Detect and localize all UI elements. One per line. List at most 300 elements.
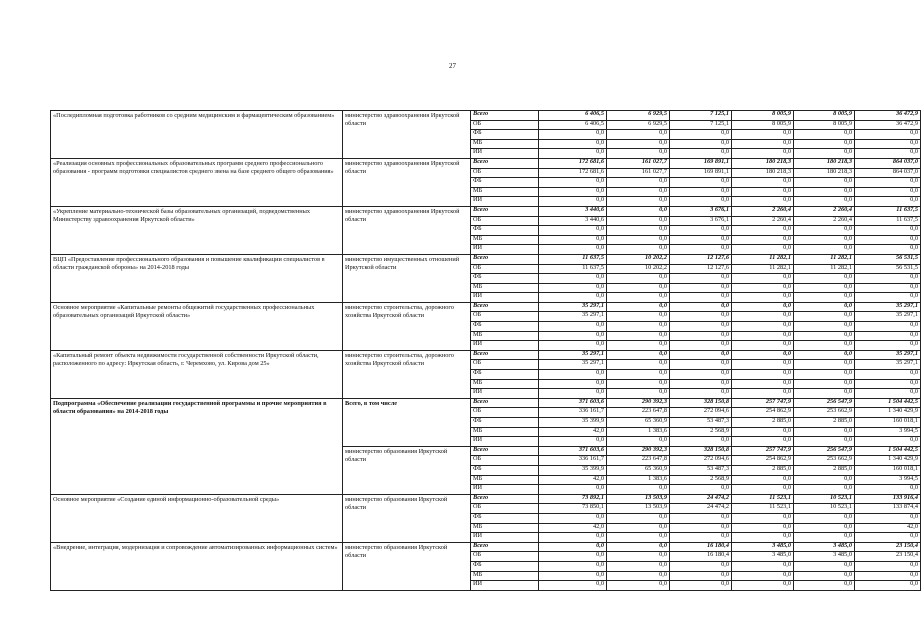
year-amount-cell: 42,0 [539,523,607,533]
year-amount-cell: 0,0 [794,437,855,447]
funding-source-cell: ИИ [471,197,539,207]
year-amount-cell: 35 399,9 [539,418,607,428]
year-amount-cell: 0,0 [732,245,794,255]
total-amount-cell: 0,0 [855,341,921,351]
table-row-total [51,254,921,264]
funding-source-cell: ОБ [471,456,539,466]
total-amount-cell: 42,0 [855,523,921,533]
year-amount-cell: 3 485,0 [732,552,794,562]
year-amount-cell: 0,0 [539,130,607,140]
year-amount-cell: 0,0 [794,475,855,485]
year-amount-cell: 8 005,9 [732,120,794,130]
funding-source-cell: ФБ [471,226,539,236]
year-amount-cell: 0,0 [607,187,670,197]
year-amount-cell: 3 676,1 [670,206,732,216]
year-amount-cell: 0,0 [670,350,732,360]
funding-source-cell: Всего [471,350,539,360]
year-amount-cell: 0,0 [794,379,855,389]
year-amount-cell: 0,0 [670,139,732,149]
year-amount-cell: 0,0 [607,293,670,303]
table-row-total [51,206,921,216]
total-amount-cell: 0,0 [855,437,921,447]
year-amount-cell: 0,0 [670,379,732,389]
total-amount-cell: 0,0 [855,235,921,245]
total-amount-cell: 35 297,1 [855,360,921,370]
year-amount-cell: 0,0 [794,283,855,293]
year-amount-cell: 0,0 [732,475,794,485]
year-amount-cell: 0,0 [607,523,670,533]
year-amount-cell: 0,0 [732,389,794,399]
year-amount-cell: 0,0 [670,283,732,293]
year-amount-cell: 3 485,0 [732,542,794,552]
year-amount-cell: 11 282,1 [732,264,794,274]
funding-source-cell: Всего [471,206,539,216]
total-amount-cell: 0,0 [855,139,921,149]
total-amount-cell: 0,0 [855,331,921,341]
total-amount-cell: 864 037,0 [855,168,921,178]
year-amount-cell: 180 218,3 [794,158,855,168]
funding-source-cell: ФБ [471,418,539,428]
total-amount-cell: 0,0 [855,187,921,197]
year-amount-cell: 0,0 [794,274,855,284]
year-amount-cell: 0,0 [607,331,670,341]
year-amount-cell: 53 487,3 [670,418,732,428]
year-amount-cell: 0,0 [670,513,732,523]
year-amount-cell: 256 547,9 [794,398,855,408]
year-amount-cell: 35 297,1 [539,350,607,360]
year-amount-cell: 0,0 [732,571,794,581]
funding-source-cell: Всего [471,398,539,408]
year-amount-cell: 0,0 [607,571,670,581]
year-amount-cell: 0,0 [732,274,794,284]
funding-source-cell: Всего [471,302,539,312]
total-amount-cell: 36 472,9 [855,120,921,130]
year-amount-cell: 0,0 [794,187,855,197]
year-amount-cell: 6 929,5 [607,120,670,130]
year-amount-cell: 0,0 [670,235,732,245]
year-amount-cell: 0,0 [607,370,670,380]
year-amount-cell: 11 282,1 [732,254,794,264]
year-amount-cell: 0,0 [732,331,794,341]
year-amount-cell: 13 503,9 [607,504,670,514]
funding-source-cell: ОБ [471,408,539,418]
year-amount-cell: 0,0 [732,197,794,207]
year-amount-cell: 0,0 [732,485,794,495]
year-amount-cell: 0,0 [732,427,794,437]
year-amount-cell: 290 392,3 [607,446,670,456]
year-amount-cell: 0,0 [607,235,670,245]
year-amount-cell: 1 383,6 [607,475,670,485]
responsible-executor-cell: министерство образования Иркутской области [343,446,471,494]
year-amount-cell: 0,0 [794,523,855,533]
total-amount-cell: 0,0 [855,485,921,495]
total-amount-cell: 3 994,5 [855,475,921,485]
year-amount-cell: 0,0 [794,197,855,207]
year-amount-cell: 8 005,9 [794,111,855,121]
total-amount-cell: 35 297,1 [855,302,921,312]
year-amount-cell: 65 360,9 [607,465,670,475]
year-amount-cell: 0,0 [732,513,794,523]
year-amount-cell: 0,0 [794,370,855,380]
total-amount-cell: 0,0 [855,283,921,293]
total-amount-cell: 0,0 [855,274,921,284]
year-amount-cell: 371 603,6 [539,398,607,408]
year-amount-cell: 0,0 [732,302,794,312]
year-amount-cell: 0,0 [539,283,607,293]
year-amount-cell: 0,0 [670,274,732,284]
year-amount-cell: 0,0 [539,370,607,380]
year-amount-cell: 0,0 [607,513,670,523]
year-amount-cell: 0,0 [539,341,607,351]
year-amount-cell: 2 885,0 [794,465,855,475]
total-amount-cell: 0,0 [855,370,921,380]
year-amount-cell: 0,0 [794,322,855,332]
responsible-executor-cell: министерство образования Иркутской области [343,494,471,542]
year-amount-cell: 0,0 [732,178,794,188]
year-amount-cell: 0,0 [607,581,670,591]
total-amount-cell: 1 340 429,9 [855,456,921,466]
year-amount-cell: 0,0 [539,379,607,389]
year-amount-cell: 0,0 [607,360,670,370]
year-amount-cell: 0,0 [607,542,670,552]
year-amount-cell: 0,0 [670,523,732,533]
year-amount-cell: 3 485,0 [794,542,855,552]
funding-source-cell: ФБ [471,274,539,284]
year-amount-cell: 2 260,4 [794,206,855,216]
total-amount-cell: 1 340 429,9 [855,408,921,418]
year-amount-cell: 2 568,9 [670,475,732,485]
year-amount-cell: 0,0 [670,360,732,370]
year-amount-cell: 0,0 [732,437,794,447]
total-amount-cell: 0,0 [855,293,921,303]
year-amount-cell: 0,0 [539,561,607,571]
year-amount-cell: 0,0 [794,302,855,312]
total-amount-cell: 23 150,4 [855,542,921,552]
year-amount-cell: 24 474,2 [670,504,732,514]
year-amount-cell: 24 474,2 [670,494,732,504]
year-amount-cell: 6 406,5 [539,111,607,121]
year-amount-cell: 0,0 [539,149,607,159]
year-amount-cell: 0,0 [539,542,607,552]
year-amount-cell: 0,0 [539,235,607,245]
total-amount-cell: 0,0 [855,245,921,255]
year-amount-cell: 0,0 [670,178,732,188]
year-amount-cell: 0,0 [794,178,855,188]
year-amount-cell: 0,0 [794,149,855,159]
year-amount-cell: 7 125,1 [670,111,732,121]
year-amount-cell: 0,0 [607,302,670,312]
year-amount-cell: 0,0 [607,245,670,255]
year-amount-cell: 0,0 [670,331,732,341]
total-amount-cell: 0,0 [855,389,921,399]
year-amount-cell: 0,0 [732,322,794,332]
year-amount-cell: 16 180,4 [670,552,732,562]
year-amount-cell: 0,0 [539,437,607,447]
year-amount-cell: 0,0 [794,341,855,351]
table-row-total [51,111,921,121]
total-amount-cell: 56 531,5 [855,264,921,274]
year-amount-cell: 223 647,8 [607,408,670,418]
year-amount-cell: 42,0 [539,475,607,485]
year-amount-cell: 2 260,4 [732,206,794,216]
total-amount-cell: 0,0 [855,571,921,581]
year-amount-cell: 223 647,8 [607,456,670,466]
year-amount-cell: 0,0 [732,235,794,245]
total-amount-cell: 11 637,5 [855,216,921,226]
year-amount-cell: 0,0 [539,197,607,207]
total-amount-cell: 0,0 [855,226,921,236]
year-amount-cell: 0,0 [794,485,855,495]
total-amount-cell: 11 637,5 [855,206,921,216]
funding-source-cell: МБ [471,283,539,293]
funding-source-cell: ОБ [471,504,539,514]
year-amount-cell: 0,0 [732,130,794,140]
total-amount-cell: 133 874,4 [855,504,921,514]
year-amount-cell: 169 891,1 [670,158,732,168]
total-amount-cell: 0,0 [855,149,921,159]
year-amount-cell: 0,0 [539,293,607,303]
responsible-executor-cell: министерство образования Иркутской области [343,542,471,590]
funding-source-cell: МБ [471,475,539,485]
year-amount-cell: 0,0 [794,139,855,149]
responsible-executor-cell: министерство строительства, дорожного хозяйства Иркутской области [343,350,471,398]
year-amount-cell: 6 929,5 [607,111,670,121]
year-amount-cell: 10 202,2 [607,264,670,274]
funding-source-cell: ФБ [471,513,539,523]
year-amount-cell: 257 747,9 [732,446,794,456]
year-amount-cell: 3 440,6 [539,216,607,226]
year-amount-cell: 253 662,9 [794,408,855,418]
year-amount-cell: 328 150,8 [670,398,732,408]
total-amount-cell: 35 297,1 [855,350,921,360]
year-amount-cell: 256 547,9 [794,446,855,456]
total-amount-cell: 36 472,9 [855,111,921,121]
year-amount-cell: 0,0 [670,370,732,380]
year-amount-cell: 0,0 [732,360,794,370]
year-amount-cell: 3 440,6 [539,206,607,216]
total-amount-cell: 1 504 442,5 [855,446,921,456]
year-amount-cell: 8 005,9 [732,111,794,121]
year-amount-cell: 3 485,0 [794,552,855,562]
year-amount-cell: 0,0 [794,350,855,360]
funding-source-cell: ИИ [471,581,539,591]
year-amount-cell: 0,0 [539,226,607,236]
funding-source-cell: МБ [471,187,539,197]
year-amount-cell: 0,0 [670,293,732,303]
year-amount-cell: 0,0 [670,149,732,159]
year-amount-cell: 0,0 [539,552,607,562]
year-amount-cell: 2 885,0 [732,418,794,428]
measure-name-cell: «Капитальный ремонт объекта недвижимости государственной собственности Иркутской области, расположенного по адресу: Иркутская область, г. Черемхово, ул. Кирова дом 25» [51,350,343,398]
funding-source-cell: ОБ [471,552,539,562]
year-amount-cell: 0,0 [607,379,670,389]
total-amount-cell: 0,0 [855,581,921,591]
year-amount-cell: 272 094,6 [670,408,732,418]
year-amount-cell: 11 282,1 [794,254,855,264]
year-amount-cell: 3 676,1 [670,216,732,226]
year-amount-cell: 0,0 [794,581,855,591]
year-amount-cell: 0,0 [607,552,670,562]
measure-name-cell: Основное мероприятие «Капитальные ремонты общежитий государственных профессиональных образовательных организаций Иркутской области» [51,302,343,350]
year-amount-cell: 0,0 [670,561,732,571]
year-amount-cell: 169 891,1 [670,168,732,178]
year-amount-cell: 10 202,2 [607,254,670,264]
year-amount-cell: 0,0 [670,485,732,495]
year-amount-cell: 0,0 [539,178,607,188]
year-amount-cell: 0,0 [732,350,794,360]
funding-source-cell: ФБ [471,561,539,571]
year-amount-cell: 73 892,1 [539,494,607,504]
year-amount-cell: 180 218,3 [794,168,855,178]
funding-source-cell: МБ [471,379,539,389]
year-amount-cell: 253 662,9 [794,456,855,466]
year-amount-cell: 6 406,5 [539,120,607,130]
year-amount-cell: 0,0 [794,235,855,245]
year-amount-cell: 257 747,9 [732,398,794,408]
funding-source-cell: МБ [471,139,539,149]
year-amount-cell: 254 862,9 [732,456,794,466]
year-amount-cell: 0,0 [607,437,670,447]
year-amount-cell: 0,0 [539,245,607,255]
total-amount-cell: 35 297,1 [855,312,921,322]
year-amount-cell: 2 568,9 [670,427,732,437]
year-amount-cell: 2 885,0 [794,418,855,428]
year-amount-cell: 35 297,1 [539,360,607,370]
year-amount-cell: 0,0 [670,197,732,207]
year-amount-cell: 0,0 [794,245,855,255]
funding-source-cell: ИИ [471,485,539,495]
year-amount-cell: 0,0 [607,389,670,399]
year-amount-cell: 0,0 [732,561,794,571]
total-amount-cell: 160 018,1 [855,465,921,475]
year-amount-cell: 35 297,1 [539,312,607,322]
year-amount-cell: 0,0 [670,302,732,312]
year-amount-cell: 0,0 [794,427,855,437]
year-amount-cell: 0,0 [607,149,670,159]
year-amount-cell: 0,0 [670,226,732,236]
year-amount-cell: 0,0 [670,389,732,399]
year-amount-cell: 290 392,3 [607,398,670,408]
year-amount-cell: 0,0 [732,293,794,303]
funding-source-cell: ОБ [471,216,539,226]
year-amount-cell: 0,0 [794,130,855,140]
funding-source-cell: МБ [471,331,539,341]
year-amount-cell: 336 161,7 [539,408,607,418]
year-amount-cell: 0,0 [539,331,607,341]
funding-source-cell: ФБ [471,178,539,188]
year-amount-cell: 0,0 [732,187,794,197]
year-amount-cell: 10 523,1 [794,504,855,514]
year-amount-cell: 11 523,1 [732,494,794,504]
funding-source-cell: МБ [471,523,539,533]
year-amount-cell: 180 218,3 [732,168,794,178]
year-amount-cell: 0,0 [607,226,670,236]
total-amount-cell: 0,0 [855,130,921,140]
year-amount-cell: 0,0 [732,139,794,149]
year-amount-cell: 0,0 [670,322,732,332]
year-amount-cell: 53 487,3 [670,465,732,475]
responsible-executor-cell: министерство имущественных отношений Иркутской области [343,254,471,302]
funding-source-cell: ИИ [471,389,539,399]
funding-source-cell: Всего [471,542,539,552]
year-amount-cell: 35 399,9 [539,465,607,475]
year-amount-cell: 13 503,9 [607,494,670,504]
total-amount-cell: 133 916,4 [855,494,921,504]
year-amount-cell: 0,0 [539,274,607,284]
year-amount-cell: 0,0 [539,139,607,149]
year-amount-cell: 0,0 [607,312,670,322]
measure-name-cell: «Последипломная подготовка работников со средним медицинским и фармацевтическим образованием» [51,111,343,159]
year-amount-cell: 0,0 [607,130,670,140]
year-amount-cell: 0,0 [794,389,855,399]
year-amount-cell: 0,0 [732,149,794,159]
funding-source-cell: МБ [471,427,539,437]
year-amount-cell: 0,0 [539,571,607,581]
year-amount-cell: 0,0 [732,523,794,533]
responsible-executor-cell: министерство здравоохранения Иркутской области [343,206,471,254]
year-amount-cell: 0,0 [794,533,855,543]
responsible-executor-cell: Всего, в том числе [343,398,471,446]
year-amount-cell: 2 260,4 [794,216,855,226]
year-amount-cell: 180 218,3 [732,158,794,168]
funding-source-cell: ИИ [471,533,539,543]
year-amount-cell: 254 862,9 [732,408,794,418]
year-amount-cell: 0,0 [732,341,794,351]
total-amount-cell: 23 150,4 [855,552,921,562]
funding-source-cell: ОБ [471,264,539,274]
year-amount-cell: 0,0 [732,370,794,380]
total-amount-cell: 3 994,5 [855,427,921,437]
total-amount-cell: 0,0 [855,379,921,389]
funding-source-cell: ИИ [471,245,539,255]
funding-source-cell: ОБ [471,168,539,178]
year-amount-cell: 0,0 [794,513,855,523]
funding-source-cell: ОБ [471,360,539,370]
year-amount-cell: 0,0 [670,341,732,351]
year-amount-cell: 0,0 [539,187,607,197]
budget-table-body [51,111,921,591]
funding-source-cell: ИИ [471,293,539,303]
year-amount-cell: 0,0 [607,350,670,360]
year-amount-cell: 12 127,6 [670,254,732,264]
funding-source-cell: Всего [471,158,539,168]
page-number: 27 [449,62,456,70]
year-amount-cell: 0,0 [670,437,732,447]
year-amount-cell: 0,0 [607,139,670,149]
total-amount-cell: 56 531,5 [855,254,921,264]
measure-name-cell: «Реализация основных профессиональных образовательных программ среднего профессионального образования - программ подготовки специалистов среднего звена на базе среднего общего образования» [51,158,343,206]
year-amount-cell: 0,0 [732,581,794,591]
year-amount-cell: 0,0 [670,187,732,197]
total-amount-cell: 0,0 [855,561,921,571]
year-amount-cell: 7 125,1 [670,120,732,130]
year-amount-cell: 0,0 [607,322,670,332]
year-amount-cell: 0,0 [539,485,607,495]
year-amount-cell: 73 850,1 [539,504,607,514]
year-amount-cell: 0,0 [539,533,607,543]
responsible-executor-cell: министерство строительства, дорожного хозяйства Иркутской области [343,302,471,350]
funding-source-cell: Всего [471,446,539,456]
total-amount-cell: 0,0 [855,322,921,332]
year-amount-cell: 0,0 [607,561,670,571]
year-amount-cell: 42,0 [539,427,607,437]
total-amount-cell: 0,0 [855,178,921,188]
year-amount-cell: 0,0 [794,293,855,303]
year-amount-cell: 0,0 [607,533,670,543]
year-amount-cell: 0,0 [539,322,607,332]
year-amount-cell: 328 150,8 [670,446,732,456]
table-row-total [51,158,921,168]
